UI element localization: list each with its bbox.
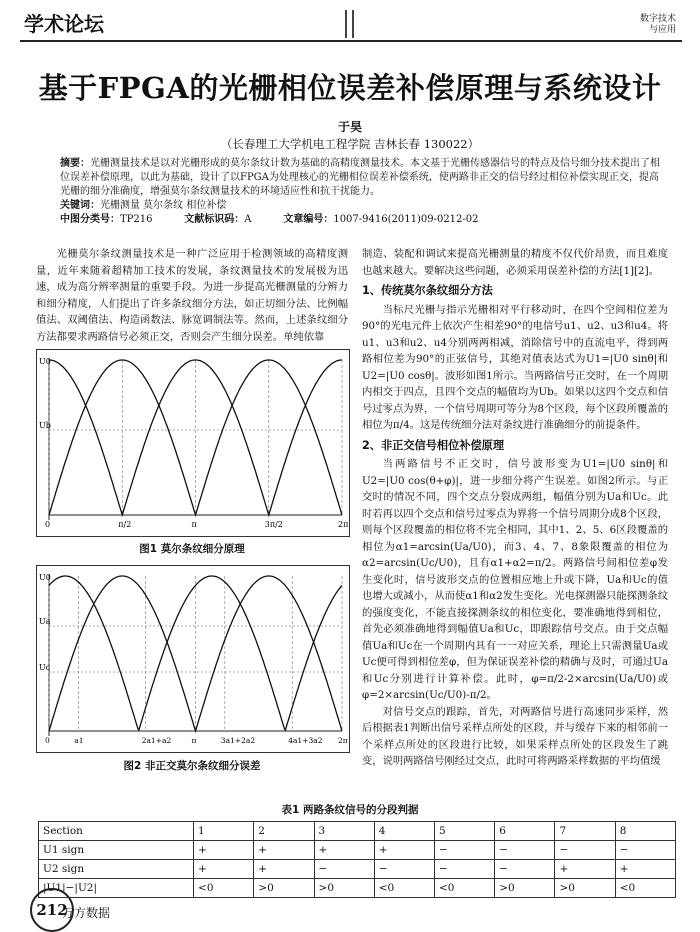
figure-2-caption: 图2 非正交莫尔条纹细分误差	[123, 760, 261, 772]
figure-2-plot	[36, 565, 350, 753]
header-divider	[345, 10, 347, 38]
segment-table	[38, 821, 676, 898]
tick-label: 2π	[338, 736, 348, 745]
section-heading-2: 2、非正交信号相位补偿原理	[362, 438, 505, 452]
abstract-block: 摘要：光栅测量技术是以对光栅形成的莫尔条纹计数为基础的高精度测量技术。本文基于光栅传感器信号的特点及信号细分技术提出了相位误差补偿原理，以此为基础，设计了以FPGA为处理核心的光栅相位误差补偿系统，使两路非正交的信号经过相位补偿实现正交，提高光栅的细分准确度，增强莫尔条纹测量技术的环境适应性和抗干扰能力。 关键词：光栅测量 莫尔条纹 相位补偿 中图分类号：TP216 文献标识码：A 文章编号：1007-9416(2011)09-0212-02	[60, 157, 666, 227]
tick-label: 2a1+a2	[141, 736, 172, 745]
u0-label: U0	[39, 573, 51, 582]
tick-label: π	[191, 520, 197, 529]
section-heading-1: 1、传统莫尔条纹细分方法	[362, 284, 493, 297]
classification-line: 中图分类号：TP216 文献标识码：A 文章编号：1007-9416(2011)09-0212-02	[60, 214, 479, 225]
tick-label: π/2	[118, 520, 132, 529]
page-number: 212	[30, 888, 74, 932]
table-row: |U1|−|U2| <0 >0 >0 <0 <0 >0 >0 <0	[39, 879, 676, 898]
abstract-text: 光栅测量技术是以对光栅形成的莫尔条纹计数为基础的高精度测量技术。本文基于光栅传感器信号的特点及信号细分技术提出了相位误差补偿原理，以此为基础，设计了以FPGA为处理核心的光栅相位误差补偿系统，使两路非正交的信号经过相位补偿实现正交，提高光栅的细分准确度，增强莫尔条纹测量技术的环境适应性和抗干扰能力。	[60, 158, 660, 197]
tick-label: 0	[45, 736, 50, 745]
watermark: 万方数据	[62, 906, 111, 920]
header-divider	[352, 10, 354, 38]
header-rule	[20, 40, 682, 42]
tick-label: 3π/2	[264, 520, 283, 529]
table-row: U1 sign + + + + − − − −	[39, 841, 676, 860]
uc-label: Uc	[39, 663, 51, 672]
table-row: U2 sign + + − − − − + +	[39, 860, 676, 879]
journal-name: 数字技术 与应用	[639, 14, 676, 35]
keywords: 光栅测量 莫尔条纹 相位补偿	[100, 200, 227, 211]
tick-label: a1	[74, 736, 84, 745]
figure-1-caption: 图1 莫尔条纹细分原理	[139, 543, 245, 555]
affiliation: （长春理工大学机电工程学院 吉林长春 130022）	[220, 137, 480, 151]
tick-label: 4a1+3a2	[288, 736, 323, 745]
figure-1-plot	[36, 349, 350, 537]
section-label: 学术论坛	[24, 12, 104, 36]
left-column-text: 光栅莫尔条纹测量技术是一种广泛应用于检测领域的高精度测量，近年来随着超精加工技术的发展，条纹测量技术的发展极为迅速，成为高分辨率测量的重要手段。为进一步提高光栅测量的分辨力和细分精度，人们提出了许多条纹细分方法，如正切细分法、比例幅值法、双阈值法、构造函数法、脉宽调制法等。然而，上述条纹细分方法都要求两路信号必须正交，否则会产生细分误差。单纯依靠	[36, 248, 348, 343]
tick-label: 3a1+2a2	[220, 736, 256, 745]
author: 于昊	[337, 120, 362, 134]
table-caption: 表1 两路条纹信号的分段判据	[281, 804, 419, 816]
tick-label: 2π	[338, 520, 349, 529]
u0-label: U0	[39, 357, 51, 366]
ua-label: Ua	[39, 617, 51, 626]
table-header-row: Section 1 2 3 4 5 6 7 8	[39, 822, 676, 841]
right-column-text: 制造、装配和调试来提高光栅测量的精度不仅代价昂贵，而且难度也越来越大。要解决这些问题，必须采用误差补偿的方法[1][2]。 1、传统莫尔条纹细分方法 当标尺光栅与指示光栅相对平行移动时，在四个空间相位差为90°的光电元件上依次产生相差90°的电信号u1、u2、u3和u4。将u1、u3和u2、u4分别两两相减，消除信号中的直流电平，得到两路相位差为90°的正弦信号，其绝对值表达式为U1=|U0 sinθ|和U2=|U0 cosθ|。波形如图1所示。当两路信号正交时，在一个周期内相交于四点，且四个交点的幅值均为Ub。如果以这四个交点和信号过零点为界，一个信号周期可等分为8个区段，每个区段所覆盖的相位为π/4。这是传统细分法对条纹进行准确细分的前提条件。 2、非正交信号相位补偿原理 当两路信号不正交时，信号波形变为U1=|U0 sinθ|和U2=|U0 cos(θ+φ)|，进一步细分将产生误差。如图2所示。与正交时的情况不同，四个交点分裂成两组，幅值分别为Ua和Uc。此时若再以四个交点和信号过零点为界将一个信号周期分成8个区段，则每个区段覆盖的相位将不完全相同，其中1、2、5、6区段覆盖的相位为α1=arcsin(Ua/U0)，而3、4、7、8象限覆盖的相位为α2=arcsin(Uc/U0)，且有α1+α2=π/2。两路信号间相位差φ发生变化时，信号波形交点的位置相应地上升或下降，Ua和Uc的值也增大或减小，从而使α1和α2发生变化。光电探测器只能探测条纹的强度变化，不能直接探测条纹的相位变化，要准确地得到相位，首先必须准确地得到幅值Ua和Uc，即跟踪信号交点。由于交点幅值Ua和Uc在一个周期内具有一一对应关系，理论上只需测量Ua或Uc便可得到相位差φ，但为保证误差补偿的精确与及时，可通过Ua和Uc分别进行计算补偿。此时，φ=π/2-2×arcsin(Ua/U0)或φ=2×arcsin(Uc/U0)-π/2。 对信号交点的跟踪，首先，对两路信号进行高速同步采样，然后根据表1判断出信号采样点所处的区段，并与缓存下来的相邻前一个采样点所处的区段进行比较，如果采样点所处的区段发生了跳变，说明两路信号刚经过交点，此时可将两路采样数据的平均值缓	[362, 248, 668, 767]
tick-label: 0	[45, 520, 51, 529]
tick-label: π	[191, 736, 197, 745]
paper-title: 基于FPGA的光栅相位误差补偿原理与系统设计	[38, 71, 662, 105]
ub-label: Ub	[39, 421, 51, 430]
